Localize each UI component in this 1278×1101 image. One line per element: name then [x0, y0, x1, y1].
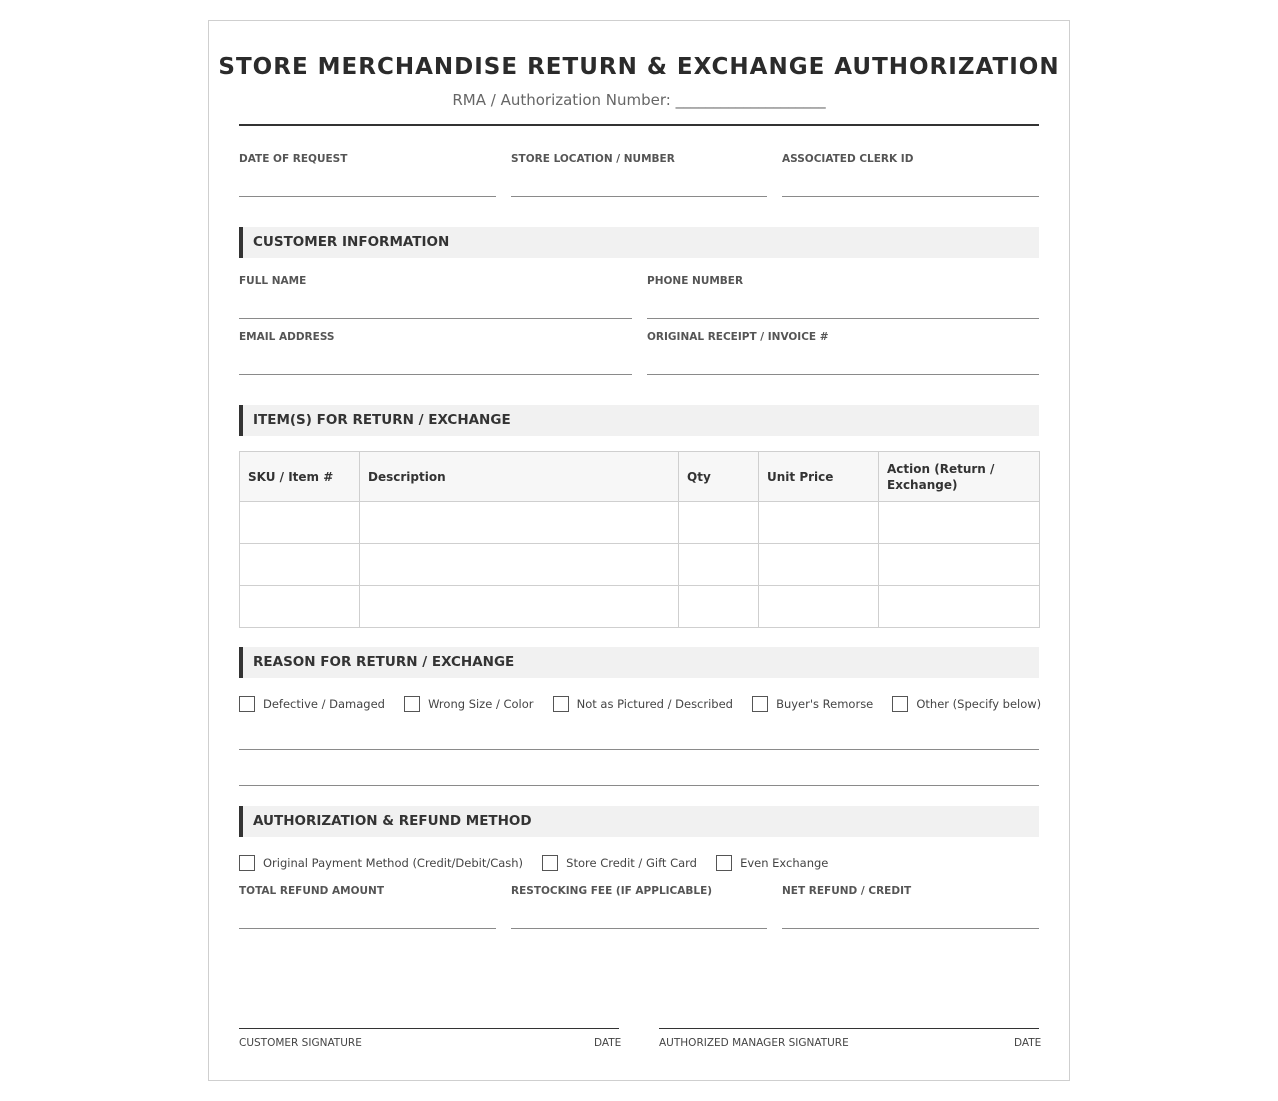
- table-cell[interactable]: [360, 502, 679, 544]
- customer-signature-line[interactable]: [239, 1028, 619, 1029]
- total-refund-line: [239, 928, 496, 929]
- table-cell[interactable]: [679, 544, 759, 586]
- checkbox-box[interactable]: [752, 696, 768, 712]
- table-row: [240, 586, 1040, 628]
- col-unit-price: Unit Price: [759, 452, 879, 502]
- table-cell[interactable]: [240, 586, 360, 628]
- restocking-fee-line: [511, 928, 767, 929]
- table-row: [240, 502, 1040, 544]
- form-page: [208, 20, 1070, 1081]
- reason-not-as-pictured-checkbox[interactable]: [553, 696, 733, 712]
- customer-info-section: [239, 227, 1039, 258]
- col-qty: Qty: [679, 452, 759, 502]
- clerk-id-line: [782, 196, 1039, 197]
- checkbox-box[interactable]: [404, 696, 420, 712]
- reason-other-checkbox[interactable]: [892, 696, 1041, 712]
- table-cell[interactable]: [759, 502, 879, 544]
- items-table: [239, 451, 1040, 628]
- restocking-fee-label: RESTOCKING FEE (IF APPLICABLE): [511, 885, 713, 897]
- checkbox-label: Other (Specify below): [916, 696, 1042, 711]
- col-sku: SKU / Item #: [240, 452, 360, 502]
- total-refund-label: TOTAL REFUND AMOUNT: [239, 885, 385, 897]
- checkbox-label: Original Payment Method (Credit/Debit/Cash): [263, 855, 524, 870]
- reason-buyers-remorse-checkbox[interactable]: [752, 696, 873, 712]
- table-cell[interactable]: [879, 502, 1040, 544]
- table-cell[interactable]: [879, 544, 1040, 586]
- reason-wrong-size-checkbox[interactable]: [404, 696, 533, 712]
- checkbox-label: Even Exchange: [740, 855, 829, 870]
- date-of-request-label: DATE OF REQUEST: [239, 153, 348, 165]
- checkbox-label: Buyer's Remorse: [776, 696, 874, 711]
- checkbox-box[interactable]: [239, 696, 255, 712]
- items-header-row: [240, 452, 1040, 502]
- restocking-fee-field[interactable]: [511, 885, 767, 930]
- method-store-credit-checkbox[interactable]: [542, 855, 697, 871]
- table-cell[interactable]: [360, 544, 679, 586]
- customer-signature-label: CUSTOMER SIGNATURE: [239, 1037, 362, 1049]
- manager-signature-label: AUTHORIZED MANAGER SIGNATURE: [659, 1037, 849, 1049]
- net-refund-line: [782, 928, 1039, 929]
- store-location-field[interactable]: [511, 153, 767, 198]
- phone-label: PHONE NUMBER: [647, 275, 744, 287]
- phone-line: [647, 318, 1039, 319]
- table-cell[interactable]: [240, 544, 360, 586]
- authorization-heading: AUTHORIZATION & REFUND METHOD: [253, 813, 532, 829]
- phone-field[interactable]: [647, 275, 1039, 320]
- form-title: STORE MERCHANDISE RETURN & EXCHANGE AUTHORIZATION: [218, 54, 1060, 80]
- col-description: Description: [360, 452, 679, 502]
- net-refund-label: NET REFUND / CREDIT: [782, 885, 912, 897]
- reason-section: [239, 647, 1039, 678]
- date-of-request-line: [239, 196, 496, 197]
- email-line: [239, 374, 632, 375]
- method-original-payment-checkbox[interactable]: [239, 855, 523, 871]
- date-of-request-field[interactable]: [239, 153, 496, 198]
- email-field[interactable]: [239, 331, 632, 376]
- table-cell[interactable]: [360, 586, 679, 628]
- table-cell[interactable]: [240, 502, 360, 544]
- table-row: [240, 544, 1040, 586]
- rma-number: RMA / Authorization Number: ____________________: [452, 91, 826, 109]
- checkbox-label: Not as Pictured / Described: [576, 696, 733, 711]
- store-location-label: STORE LOCATION / NUMBER: [511, 153, 675, 165]
- checkbox-box[interactable]: [892, 696, 908, 712]
- manager-date-label: DATE: [1014, 1037, 1042, 1049]
- checkbox-box[interactable]: [553, 696, 569, 712]
- reason-specify-line-2[interactable]: [239, 785, 1039, 786]
- reason-specify-line-1[interactable]: [239, 749, 1039, 750]
- checkbox-box[interactable]: [239, 855, 255, 871]
- checkbox-box[interactable]: [542, 855, 558, 871]
- receipt-field[interactable]: [647, 331, 1039, 376]
- checkbox-label: Defective / Damaged: [263, 696, 385, 711]
- receipt-line: [647, 374, 1039, 375]
- net-refund-field[interactable]: [782, 885, 1039, 930]
- table-cell[interactable]: [759, 586, 879, 628]
- full-name-field[interactable]: [239, 275, 632, 320]
- items-heading: ITEM(S) FOR RETURN / EXCHANGE: [253, 412, 511, 428]
- col-action: Action (Return / Exchange): [879, 452, 1040, 502]
- full-name-label: FULL NAME: [239, 275, 307, 287]
- clerk-id-field[interactable]: [782, 153, 1039, 198]
- customer-info-heading: CUSTOMER INFORMATION: [253, 234, 450, 250]
- clerk-id-label: ASSOCIATED CLERK ID: [782, 153, 914, 165]
- checkbox-box[interactable]: [716, 855, 732, 871]
- checkbox-label: Store Credit / Gift Card: [566, 855, 697, 870]
- store-location-line: [511, 196, 767, 197]
- receipt-label: ORIGINAL RECEIPT / INVOICE #: [647, 331, 829, 343]
- full-name-line: [239, 318, 632, 319]
- checkbox-label: Wrong Size / Color: [428, 696, 534, 711]
- table-cell[interactable]: [679, 586, 759, 628]
- table-cell[interactable]: [679, 502, 759, 544]
- customer-date-label: DATE: [594, 1037, 622, 1049]
- table-cell[interactable]: [759, 544, 879, 586]
- method-even-exchange-checkbox[interactable]: [716, 855, 828, 871]
- email-label: EMAIL ADDRESS: [239, 331, 335, 343]
- manager-signature-line[interactable]: [659, 1028, 1039, 1029]
- items-section: [239, 405, 1039, 436]
- reason-checkbox-group: [239, 693, 1055, 712]
- reason-defective-checkbox[interactable]: [239, 696, 385, 712]
- refund-method-group: [239, 852, 842, 871]
- authorization-section: [239, 806, 1039, 837]
- header-divider: [239, 124, 1039, 126]
- table-cell[interactable]: [879, 586, 1040, 628]
- total-refund-field[interactable]: [239, 885, 496, 930]
- reason-heading: REASON FOR RETURN / EXCHANGE: [253, 654, 515, 670]
